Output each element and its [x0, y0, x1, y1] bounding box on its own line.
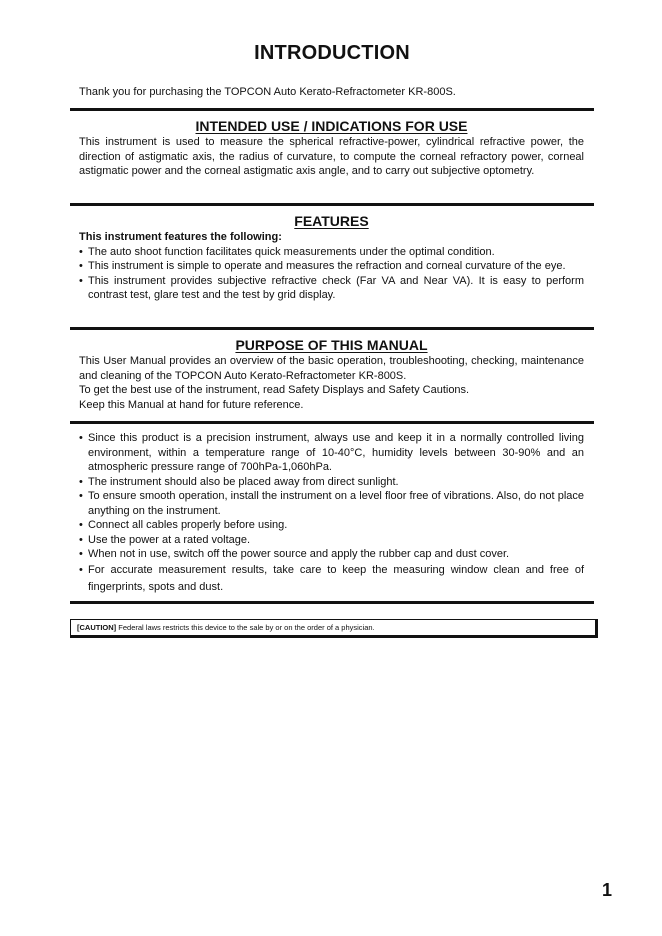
caution-text: Federal laws restricts this device to the sale by or on the order of a physician.: [118, 623, 375, 632]
purpose-text: Keep this Manual at hand for future reference.: [79, 398, 304, 411]
bullet-icon: •: [79, 245, 83, 258]
precautions-section: [79, 431, 584, 596]
bullet-icon: •: [79, 548, 83, 560]
caution-label: [CAUTION]: [77, 623, 117, 632]
list-item: • For accurate measurement results, take care to keep the measuring window clean and free of fingerprints, spots and dust.: [79, 563, 584, 593]
page-title: INTRODUCTION: [254, 42, 410, 64]
purpose-heading: PURPOSE OF THIS MANUAL: [235, 337, 428, 353]
features-heading: FEATURES: [294, 213, 369, 229]
intro-text: Thank you for purchasing the TOPCON Auto Kerato-Refractometer KR-800S.: [79, 86, 456, 98]
bullet-icon: •: [79, 432, 83, 444]
page-number: 1: [601, 880, 612, 900]
intended-use-section: [79, 117, 584, 179]
bullet-icon: •: [79, 260, 83, 272]
bullet-icon: •: [79, 563, 83, 576]
list-item: • To ensure smooth operation, install the instrument on a level floor free of vibrations. Also, do not place anything on the instrument.: [79, 490, 584, 517]
features-section: [79, 212, 584, 303]
bullet-icon: •: [79, 490, 83, 502]
features-list: [79, 245, 584, 303]
bullet-icon: •: [79, 533, 83, 546]
list-item: • The instrument should also be placed away from direct sunlight.: [79, 475, 399, 488]
section-divider: [70, 421, 594, 424]
section-divider: [70, 327, 594, 330]
intended-use-heading: INTENDED USE / INDICATIONS FOR USE: [195, 118, 468, 134]
section-divider: [70, 203, 594, 206]
list-item: • When not in use, switch off the power source and apply the rubber cap and dust cover.: [79, 548, 510, 560]
list-item: • The auto shoot function facilitates quick measurements under the optimal condition.: [79, 245, 495, 258]
bullet-icon: •: [79, 274, 83, 287]
caution-box: [70, 619, 598, 638]
list-item: • This instrument is simple to operate and measures the refraction and corneal curvature of the eye.: [79, 260, 566, 272]
list-item: • This instrument provides subjective refractive check (Far VA and Near VA). It is easy to perform contrast test, glare test and the test by grid display.: [79, 274, 584, 301]
bullet-icon: •: [79, 475, 83, 488]
purpose-text: This User Manual provides an overview of the basic operation, troubleshooting, checking, maintenance and cleaning of the TOPCON Auto Kerato-Refractometer KR-800S.: [79, 355, 584, 382]
section-divider: [70, 108, 594, 111]
precautions-list: [79, 431, 584, 596]
list-item: • Use the power at a rated voltage.: [79, 533, 251, 546]
purpose-text: To get the best use of the instrument, read Safety Displays and Safety Cautions.: [79, 384, 470, 396]
intended-use-text: This instrument is used to measure the spherical refractive-power, cylindrical refractive power, the direction of astigmatic axis, the radius of curvature, to compute the corneal refractory power, corneal astigmatic power and the corneal astigmatic axis angle, and to carry out subjective optometry.: [79, 136, 584, 177]
features-lead: This instrument features the following:: [79, 231, 282, 243]
purpose-section: [79, 336, 584, 412]
list-item: • Since this product is a precision instrument, always use and keep it in a normally controlled living environment, within a temperature range of 10-40°C, humidity levels between 30-90% and an atmospheric pressure range of 700hPa-1,060hPa.: [79, 432, 584, 473]
section-divider: [70, 601, 594, 604]
bullet-icon: •: [79, 519, 83, 531]
list-item: • Connect all cables properly before using.: [79, 519, 288, 531]
